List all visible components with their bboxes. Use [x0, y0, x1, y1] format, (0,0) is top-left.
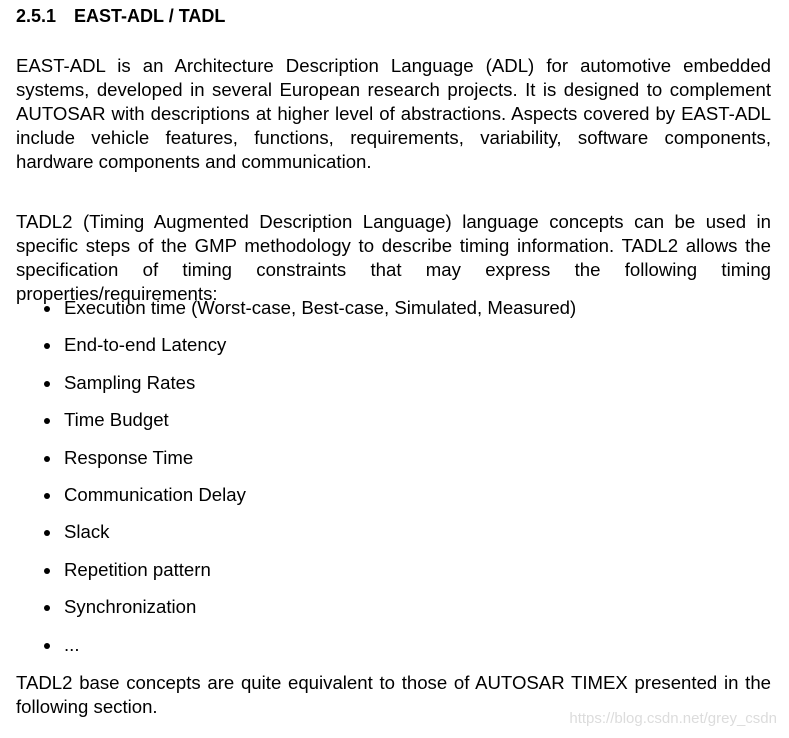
- watermark: https://blog.csdn.net/grey_csdn: [569, 710, 777, 727]
- bullet-icon: [44, 568, 50, 574]
- section-number: 2.5.1: [16, 6, 57, 26]
- section-heading: [16, 6, 225, 27]
- list-item: [0, 519, 576, 556]
- list-item-text: End-to-end Latency: [64, 334, 227, 356]
- bullet-icon: [44, 643, 50, 649]
- bullet-icon: [44, 381, 50, 387]
- list-item-text: ...: [64, 633, 80, 655]
- list-item-text: Synchronization: [64, 596, 197, 618]
- bullet-icon: [44, 306, 50, 312]
- timing-properties-list: [0, 295, 576, 669]
- list-item-text: Sampling Rates: [64, 371, 196, 393]
- paragraph-tadl2: TADL2 (Timing Augmented Description Language) language concepts can be used in specific steps of the GMP methodology to describe timing information. TADL2 allows the specification of timing constraints that may express the following timing properties/requirements:: [16, 211, 771, 304]
- list-item-text: Communication Delay: [64, 483, 246, 505]
- list-item: [0, 370, 576, 407]
- bullet-icon: [44, 530, 50, 536]
- bullet-icon: [44, 493, 50, 499]
- bullet-icon: [44, 343, 50, 349]
- list-item: [0, 594, 576, 631]
- list-item: [0, 632, 576, 669]
- list-item-text: Execution time (Worst-case, Best-case, Simulated, Measured): [64, 297, 577, 318]
- list-item: [0, 445, 576, 482]
- section-title: EAST-ADL / TADL: [74, 6, 226, 26]
- list-item: [0, 557, 576, 594]
- list-item: [0, 407, 576, 444]
- bullet-icon: [44, 456, 50, 462]
- list-item-text: Slack: [64, 521, 110, 543]
- paragraph-timex: TADL2 base concepts are quite equivalent to those of AUTOSAR TIMEX presented in the following section.: [16, 672, 771, 717]
- list-item: [0, 332, 576, 369]
- list-item: [0, 482, 576, 519]
- bullet-icon: [44, 418, 50, 424]
- list-item-text: Repetition pattern: [64, 558, 211, 580]
- list-item-text: Response Time: [64, 446, 194, 468]
- paragraph-east-adl: EAST-ADL is an Architecture Description Language (ADL) for automotive embedded systems, developed in several European research projects. It is designed to complement AUTOSAR with descriptions at higher level of abstractions. Aspects covered by EAST-ADL include vehicle features, functions, requirements, variability, software components, hardware components and communication.: [16, 55, 771, 172]
- bullet-icon: [44, 605, 50, 611]
- list-item-text: Time Budget: [64, 409, 169, 431]
- list-item: [0, 295, 576, 332]
